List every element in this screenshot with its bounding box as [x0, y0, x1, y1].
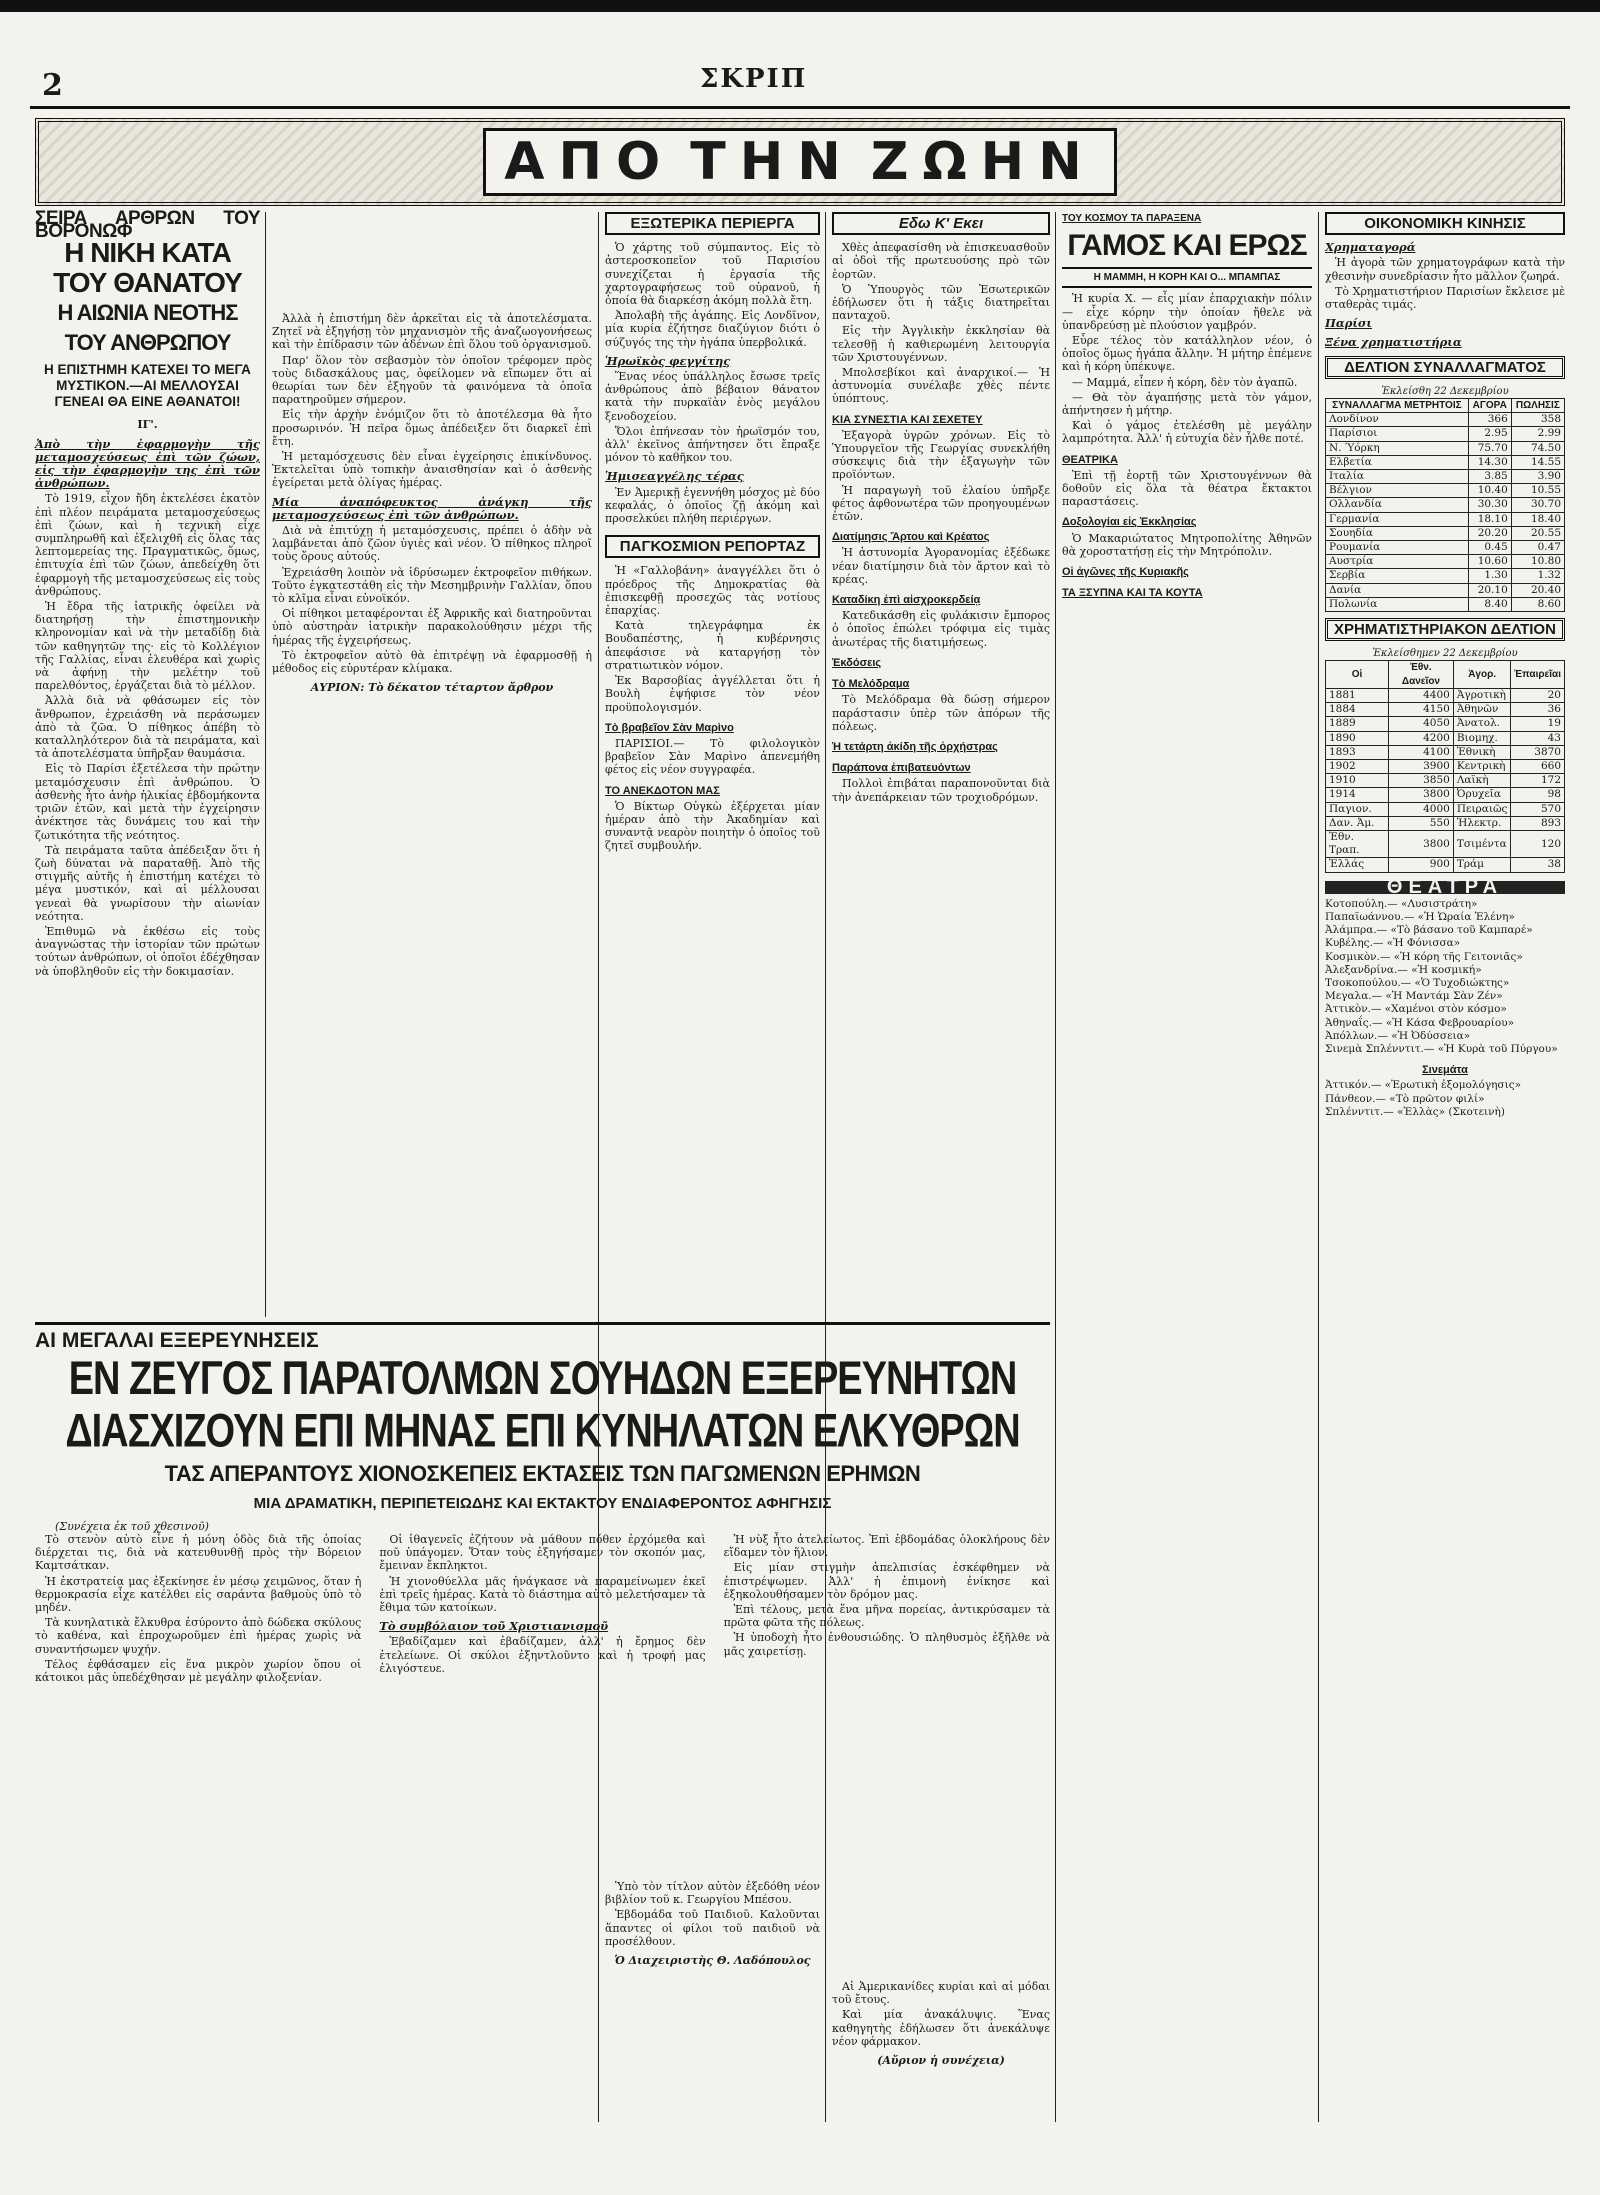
- theatre-entry: Ἀπόλλων.— «Ἡ Ὀδύσσεια»: [1325, 1029, 1471, 1042]
- cinemas-header: Σινεμάτα: [1422, 1064, 1468, 1077]
- cinema-entry: Σπλένντιτ.— «Ἑλλὰς» (Σκοτεινὴ): [1325, 1105, 1505, 1118]
- headline-marriage: ΓΑΜΟΣ ΚΑΙ ΕΡΩΣ: [1067, 229, 1307, 263]
- column-divider: [1318, 212, 1319, 2122]
- article-column: [379, 1533, 705, 1686]
- paragraph: Ἡ παραγωγὴ τοῦ ἐλαίου ὑπῆρξε φέτος ἀφθονωτέρα τῶν προηγουμένων ἐτῶν.: [832, 483, 1050, 524]
- theatre-entry: Κοτοπούλη.— «Λυσιστράτη»: [1325, 897, 1478, 910]
- header-rule: [30, 106, 1570, 109]
- table-cell: 38: [1511, 858, 1565, 872]
- table-cell: Πολωνία: [1326, 597, 1469, 611]
- table-cell: 4400: [1389, 688, 1454, 702]
- paragraph: Ἡ χιονοθύελλα μᾶς ἠνάγκασε νὰ παραμείνωμεν ἐκεῖ ἐπὶ τρεῖς ἡμέρας. Κατὰ τὸ διάστημα αὐτὸ μελετήσαμεν τὰ ἔθιμα τῶν κατοίκων.: [379, 1574, 706, 1615]
- table-cell: Δανία: [1326, 583, 1469, 597]
- table-row: [1326, 688, 1565, 702]
- table-row: [1326, 858, 1565, 872]
- subheading: ΤΑ ΞΣΥΠΝΑ ΚΑΙ ΤΑ ΚΟΥΤΑ: [1062, 587, 1203, 600]
- theatre-entry: Ἀθηναΐς.— «Ἡ Κάσα Φεβρουαρίου»: [1325, 1016, 1515, 1029]
- table-cell: 3900: [1389, 759, 1454, 773]
- subheading: Ξένα χρηματιστήρια: [1325, 335, 1462, 350]
- paragraph: Ἡ κυρία Χ. — εἶς μίαν ἐπαρχιακὴν πόλιν — εἶχε κόρην τὴν ὁποίαν ἤθελε νὰ ὑπανδρεύσῃ μὲ πλούσιον γαμβρόν.: [1062, 292, 1312, 332]
- subheadline-explorers: ΤΑΣ ΑΠΕΡΑΝΤΟΥΣ ΧΙΟΝΟΣΚΕΠΕΙΣ ΕΚΤΑΣΕΙΣ ΤΩΝ ΠΑΓΩΜΕΝΩΝ ΕΡΗΜΩΝ: [164, 1461, 921, 1486]
- table-cell: 43: [1511, 731, 1565, 745]
- subheading: Τὸ συμβόλαιον τοῦ Χριστιανισμοῦ: [379, 1619, 609, 1634]
- subheading: Διατίμησις Ἄρτου καὶ Κρέατος: [832, 531, 990, 544]
- table-cell: 1914: [1326, 788, 1389, 802]
- table-cell: Σερβία: [1326, 569, 1469, 583]
- column-economic: [1325, 212, 1565, 1119]
- table-cell: 8.60: [1511, 597, 1564, 611]
- table-row: [1326, 441, 1565, 455]
- theatre-entry: Παπαϊωάννου.— «Ἡ Ὡραία Ἑλένη»: [1325, 910, 1515, 923]
- table-cell: 358: [1511, 413, 1564, 427]
- article-number: ΙΓ'.: [137, 418, 158, 432]
- table-cell: 550: [1389, 816, 1454, 830]
- paragraph: Πολλοὶ ἐπιβάται παραπονοῦνται διὰ τὴν ἀνεπάρκειαν τῶν τροχιοδρόμων.: [832, 777, 1050, 804]
- subheadline: Η ΕΠΙΣΤΗΜΗ ΚΑΤΕΧΕΙ ΤΟ ΜΕΓΑ ΜΥΣΤΙΚΟΝ.—ΑΙ ΜΕΛΛΟΥΣΑΙ ΓΕΝΕΑΙ ΘΑ ΕΙΝΕ ΑΘΑΝΑΤΟΙ!: [44, 362, 251, 410]
- table-row: [1326, 455, 1565, 469]
- paragraph: — Μαμμά, εἶπεν ἡ κόρη, δὲν τὸν ἀγαπῶ.: [1072, 375, 1298, 389]
- table-row: [1326, 484, 1565, 498]
- table-cell: 0.45: [1468, 541, 1511, 555]
- table-cell: 3800: [1389, 788, 1454, 802]
- paragraph: Ἡ νὺξ ἦτο ἀτελείωτος. Ἐπὶ ἑβδομάδας ὁλοκλήρους δὲν εἴδαμεν τὸν ἥλιον.: [723, 1533, 1050, 1560]
- series-title: ΣΕΙΡΑ ΑΡΘΡΩΝ ΤΟΥ ΒΟΡΟΝΩΦ: [35, 208, 260, 243]
- paragraph: Ὁ Μακαριώτατος Μητροπολίτης Ἀθηνῶν θὰ χοροστατήσῃ εἰς τὴν Μητρόπολιν.: [1062, 531, 1312, 558]
- table-header-row: [1326, 399, 1565, 413]
- paragraph: Ἐπιθυμῶ νὰ ἐκθέσω εἰς τοὺς ἀναγνώστας τὴν ἱστορίαν τῶν πρώτων τούτων ἀνθρώπων, οἱ ὁποῖοι ἐδέχθησαν νὰ ὑποβληθοῦν εἰς τὴν δοκιμασίαν.: [35, 924, 260, 978]
- paragraph: Τὸ στενὸν αὐτὸ εἶνε ἡ μόνη ὁδὸς διὰ τῆς ὁποίας διέρχεται τις, διὰ νὰ κατευθυνθῇ πρὸς τὴν Βόρειον Καμτσάτκαν.: [35, 1533, 362, 1573]
- paragraph: Εἰς τὸ Παρίσι ἐξετέλεσα τὴν πρώτην μεταμόσχευσιν ἐπὶ ἀνθρώπου. Ὁ ἀσθενὴς ἦτο ἀνὴρ ἡλικίας ἑβδομήκοντα τριῶν ἐτῶν, καὶ μετὰ τὴν ἐγχείρησιν ἀνέκτησε τὰς δυνάμεις του καὶ τὴν ζωτικότητα τῆς νεότητος.: [35, 762, 260, 842]
- table-row: [1326, 759, 1565, 773]
- fx-table: [1325, 398, 1565, 612]
- table-cell: Ἀθηνῶν: [1453, 703, 1511, 717]
- column-article-voronoff: [35, 208, 260, 980]
- table-row: [1326, 583, 1565, 597]
- theatre-entry: Ἀλάμπρα.— «Τὸ βάσανο τοῦ Καμπαρέ»: [1325, 924, 1533, 937]
- table-cell: 3.90: [1511, 470, 1564, 484]
- column-header: ΣΥΝΑΛΛΑΓΜΑ ΜΕΤΡΗΤΟΙΣ: [1326, 399, 1469, 413]
- subheading: Τὸ βραβεῖον Σὰν Μαρὶνο: [605, 721, 734, 734]
- table-cell: 14.55: [1511, 455, 1564, 469]
- table-cell: Ελβετία: [1326, 455, 1469, 469]
- table-cell: 19: [1511, 717, 1565, 731]
- section-header-here-there: Εδω Κ' Εκει: [832, 212, 1050, 235]
- table-cell: 20.55: [1511, 526, 1564, 540]
- theatre-entry: Κυβέλης.— «Ἡ Φόνισσα»: [1325, 937, 1461, 950]
- table-cell: 10.60: [1468, 555, 1511, 569]
- theatre-entry: Σινεμὰ Σπλένντιτ.— «Ἡ Κυρὰ τοῦ Πύργου»: [1325, 1042, 1558, 1055]
- table-cell: Ιταλία: [1326, 470, 1469, 484]
- paragraph: Ἀλλὰ διὰ νὰ φθάσωμεν εἰς τὸν ἄνθρωπον, ἐχρειάσθη νὰ περάσωμεν ἀπὸ τὰ ζῶα. Ὁ πίθηκος ἀπέβη τὸ καταλληλότερον διὰ τὰ πειράματα, καὶ τὰ ἀποτελέσματα ὑπῆρξαν θαυμάσια.: [35, 694, 260, 761]
- section-label: ΤΟΥ ΚΟΣΜΟΥ ΤΑ ΠΑΡΑΞΕΝΑ: [1062, 213, 1202, 224]
- column-header: ΑΓΟΡΑ: [1468, 399, 1511, 413]
- table-cell: 3.85: [1468, 470, 1511, 484]
- paragraph: Ἐπὶ τῇ ἑορτῇ τῶν Χριστουγέννων θὰ δοθοῦν εἰς ὅλα τὰ θέατρα ἔκτακτοι παραστάσεις.: [1062, 468, 1312, 509]
- table-cell: Ολλανδία: [1326, 498, 1469, 512]
- table-cell: Ν. Ύόρκη: [1326, 441, 1469, 455]
- table-cell: 1884: [1326, 703, 1389, 717]
- banner-word-3: ΖΩΗΝ: [870, 132, 1096, 192]
- column-article-continued: [272, 312, 592, 700]
- table-cell: 1893: [1326, 745, 1389, 759]
- table-cell: 2.99: [1511, 427, 1564, 441]
- table-row: [1326, 802, 1565, 816]
- paragraph: Εἰς μίαν στιγμὴν ἀπελπισίας ἐσκέφθημεν νὰ ἐπιστρέψωμεν. Ἀλλ' ἡ ἐπιμονὴ ἐνίκησε καὶ ἐξηκολουθήσαμεν τὸν δρόμον μας.: [723, 1561, 1050, 1601]
- subheading: ΤΟ ΑΝΕΚΔΟΤΟΝ ΜΑΣ: [605, 784, 720, 797]
- table-row: [1326, 427, 1565, 441]
- table-cell: 74.50: [1511, 441, 1564, 455]
- article-column: [724, 1533, 1050, 1686]
- subheading: Χρηματαγορά: [1325, 240, 1416, 255]
- table-cell: 4050: [1389, 717, 1454, 731]
- column-lower-right: [832, 1980, 1050, 2073]
- table-cell: Τσιμέντα: [1453, 830, 1511, 857]
- banner-title: [483, 128, 1116, 196]
- table-cell: 10.40: [1468, 484, 1511, 498]
- column-here-and-there: [832, 212, 1050, 806]
- table-cell: 98: [1511, 788, 1565, 802]
- paragraph: Τὸ Μελόδραμα θὰ δώσῃ σήμερον παράστασιν ὑπὲρ τῶν ἀπόρων τῆς πόλεως.: [832, 693, 1050, 733]
- paragraph: Ἐβαδίζαμεν καὶ ἐβαδίζαμεν, ἀλλ' ἡ ἔρημος δὲν ἐτελείωνε. Οἱ σκύλοι ἐξηντλοῦντο καὶ ἡ τροφή μας ἐλιγόστευε.: [379, 1635, 706, 1675]
- table-row: [1326, 498, 1565, 512]
- table-row: [1326, 413, 1565, 427]
- table-cell: 660: [1511, 759, 1565, 773]
- table-cell: 3850: [1389, 774, 1454, 788]
- table-cell: Βιομηχ.: [1453, 731, 1511, 745]
- paragraph: Ἡ ἔδρα τῆς ἰατρικῆς ὀφείλει νὰ διατηρήσῃ τὴν ἐπιστημονικὴν κληρονομίαν καὶ νὰ τὴν μεταδίδῃ διὰ τῶν καθηγητῶν της· εἰς τὸ Κολλέγιον τῆς Γαλλίας, εἶναι ἐλευθέρα καὶ χωρὶς νὰ ἀφήνῃ τὴν μελέτην τοῦ παρελθόντος, ἐργάζεται διὰ τὸ μέλλον.: [35, 600, 260, 693]
- table-cell: 4150: [1389, 703, 1454, 717]
- paragraph: Ἡ ἀστυνομία Ἀγορανομίας ἐξέδωκε νέαν διατίμησιν διὰ τὸν ἄρτον καὶ τὸ κρέας.: [832, 546, 1050, 586]
- cinema-entry: Πάνθεον.— «Τὸ πρῶτον φιλί»: [1325, 1092, 1485, 1105]
- paragraph: Εἰς τὴν ἀρχὴν ἐνόμιζον ὅτι τὸ ἀποτέλεσμα θὰ ἦτο προσωρινόν. Ἡ πεῖρα ὅμως ἀπέδειξεν ὅτι διαρκεῖ ἐπὶ ἔτη.: [272, 408, 592, 448]
- table-cell: Ὀρυχεῖα: [1453, 788, 1511, 802]
- table-cell: Κεντρικὴ: [1453, 759, 1511, 773]
- paragraph: Ἕνας νέος ὑπάλληλος ἔσωσε τρεῖς ἀνθρώπους ἀπὸ βέβαιον θάνατον κατὰ τὴν πυρκαϊὰν ἐνὸς μεγάλου ξενοδοχείου.: [605, 370, 820, 423]
- paragraph: Εἰς τὴν Ἀγγλικὴν ἐκκλησίαν θὰ τελεσθῇ ἡ καθιερωμένη λειτουργία τῶν Χριστουγέννων.: [832, 324, 1050, 364]
- headline-explorers: ΕΝ ΖΕΥΓΟΣ ΠΑΡΑΤΟΛΜΩΝ ΣΟΥΗΔΩΝ ΕΞΕΡΕΥΝΗΤΩΝ ΔΙΑΣΧΙΖΟΥΝ ΕΠΙ ΜΗΝΑΣ ΕΠΙ ΚΥΝΗΛΑΤΩΝ ΕΛΚΥΘΡΩΝ: [65, 1352, 1020, 1458]
- table-cell: 366: [1468, 413, 1511, 427]
- column-world-curiosities: [1062, 212, 1312, 602]
- column-header: Ἀγορ.: [1453, 661, 1511, 688]
- paragraph: Ὅλοι ἐπήνεσαν τὸν ἡρωϊσμόν του, ἀλλ' ἐκεῖνος ἀπήντησεν ὅτι ἔπραξε μόνον τὸ καθῆκον του.: [605, 424, 820, 465]
- table-row: [1326, 541, 1565, 555]
- section-subtitle: Μία ἀναπόφευκτος ἀνάγκη τῆς μεταμοσχεύσεως ἐπὶ τῶν ἀνθρώπων.: [272, 494, 592, 522]
- table-cell: Βέλγιον: [1326, 484, 1469, 498]
- theatre-list: [1325, 898, 1565, 1056]
- table-cell: 20: [1511, 688, 1565, 702]
- table-cell: 570: [1511, 802, 1565, 816]
- column-header: ΠΩΛΗΣΙΣ: [1511, 399, 1564, 413]
- subheading: ΚΙΑ ΣΥΝΕΣΤΙΑ ΚΑΙ ΣΕΧΕΤΕΥ: [832, 413, 983, 426]
- paragraph: Ὁ Ὑπουργὸς τῶν Ἐσωτερικῶν ἐδήλωσεν ὅτι ἡ τάξις διατηρεῖται πανταχοῦ.: [832, 282, 1050, 323]
- table-cell: Δαν. Ἀμ.: [1326, 816, 1389, 830]
- table-cell: Τράμ: [1453, 858, 1511, 872]
- table-row: [1326, 526, 1565, 540]
- section-banner: [35, 118, 1565, 206]
- section-header-foreign: ΕΞΩΤΕΡΙΚΑ ΠΕΡΙΕΡΓΑ: [605, 212, 820, 235]
- paragraph: Ἡ ὑποδοχὴ ἦτο ἐνθουσιώδης. Ὁ πληθυσμὸς ἐξῆλθε νὰ μᾶς χαιρετίσῃ.: [723, 1631, 1050, 1658]
- paragraph: Χθὲς ἀπεφασίσθη νὰ ἐπισκευασθοῦν αἱ ὁδοὶ τῆς πρωτευούσης πρὸ τῶν ἑορτῶν.: [832, 241, 1050, 281]
- paragraph: Ἡ μεταμόσχευσις δὲν εἶναι ἐγχείρησις ἐπικίνδυνος. Ἐκτελεῖται ὑπὸ τοπικὴν ἀναισθησίαν καὶ ὁ ἀσθενὴς ἐγείρεται μετὰ ὀλίγας ἡμέρας.: [272, 450, 592, 490]
- table-cell: 2.95: [1468, 427, 1511, 441]
- cinema-entry: Ἀττικόν.— «Ἐρωτικὴ ἐξομολόγησις»: [1325, 1079, 1522, 1092]
- paragraph: Αἱ Ἀμερικανίδες κυρίαι καὶ αἱ μόδαι τοῦ ἔτους.: [832, 1980, 1050, 2007]
- subheading: Δοξολογίαι εἰς Ἐκκλησίας: [1062, 516, 1197, 529]
- paragraph: Τὸ ἐκτροφεῖον αὐτὸ θὰ ἐπιτρέψῃ νὰ ἐφαρμοσθῇ ἡ μέθοδος εἰς εὐρυτέραν κλίμακα.: [272, 648, 592, 676]
- column-divider: [1055, 212, 1056, 2122]
- table-row: [1326, 717, 1565, 731]
- column-lower-left: [605, 1880, 820, 1973]
- column-divider: [825, 212, 826, 2122]
- subheading: Ἡ τετάρτη ἀκίδη τῆς ὀρχήστρας: [832, 740, 998, 753]
- table-cell: 10.80: [1511, 555, 1564, 569]
- table-cell: 120: [1511, 830, 1565, 857]
- column-header: Οἱ: [1326, 661, 1389, 688]
- paragraph: Καὶ ὁ γάμος ἐτελέσθη μὲ μεγάλην λαμπρότητα. Ἀλλ' ἡ εὐτυχία δὲν ἦλθε ποτέ.: [1062, 419, 1312, 446]
- paragraph: Κατὰ τηλεγράφημα ἐκ Βουδαπέστης, ἡ κυβέρνησις ἀπεφάσισε νὰ καταργήσῃ τὸν στρατιωτικὸν νόμον.: [605, 619, 820, 672]
- column-divider: [598, 212, 599, 2122]
- paragraph: Ἐπὶ τέλους, μετὰ ἕνα μῆνα πορείας, ἀντικρύσαμεν τὰ πρῶτα φῶτα τῆς πόλεως.: [723, 1603, 1050, 1630]
- table-cell: 4200: [1389, 731, 1454, 745]
- table-cell: Παρίσιοι: [1326, 427, 1469, 441]
- subheading: Τὸ Μελόδραμα: [832, 678, 910, 691]
- paragraph: ΠΑΡΙΣΙΟΙ.— Τὸ φιλολογικὸν βραβεῖον Σὰν Μαρὶνο ἀπενεμήθη φέτος εἰς νέον συγγραφέα.: [605, 736, 820, 777]
- table-cell: 1881: [1326, 688, 1389, 702]
- table-cell: 3800: [1389, 830, 1454, 857]
- table-row: [1326, 555, 1565, 569]
- subheading: Ἐκδόσεις: [832, 656, 882, 669]
- table-cell: 30.30: [1468, 498, 1511, 512]
- table-cell: 36: [1511, 703, 1565, 717]
- deck: ΜΙΑ ΔΡΑΜΑΤΙΚΗ, ΠΕΡΙΠΕΤΕΙΩΔΗΣ ΚΑΙ ΕΚΤΑΚΤΟΥ ΕΝΔΙΑΦΕΡΟΝΤΟΣ ΑΦΗΓΗΣΙΣ: [253, 1495, 832, 1512]
- banner-word-2: ΤΗΝ: [690, 132, 855, 192]
- article-columns: [35, 1533, 1050, 1686]
- table-row: [1326, 512, 1565, 526]
- page-number: 2: [42, 68, 63, 103]
- table-cell: 18.40: [1511, 512, 1564, 526]
- table-cell: 1902: [1326, 759, 1389, 773]
- masthead: ΣΚΡΙΠ: [700, 64, 808, 94]
- headline: Η ΝΙΚΗ ΚΑΤΑ ΤΟΥ ΘΑΝΑΤΟΥ: [53, 237, 242, 299]
- paragraph: Ὑπὸ τὸν τίτλον αὐτὸν ἐξεδόθη νέον βιβλίον τοῦ κ. Γεωργίου Μπέσου.: [605, 1880, 820, 1907]
- stock-date: Ἐκλείσθημεν 22 Δεκεμβρίου: [1372, 648, 1518, 660]
- table-row: [1326, 597, 1565, 611]
- continued-note: (Αὔριον ἡ συνέχεια): [877, 2054, 1005, 2068]
- paragraph: Μπολσεβίκοι καὶ ἀναρχικοί.— Ἡ ἀστυνομία συνέλαβε χθὲς πέντε ὑπόπτους.: [832, 366, 1050, 406]
- theatre-entry: Κοσμικὸν.— «Ἡ κόρη τῆς Γειτονιᾶς»: [1325, 950, 1523, 963]
- section-header-economic: ΟΙΚΟΝΟΜΙΚΗ ΚΙΝΗΣΙΣ: [1325, 212, 1565, 235]
- theatre-entry: Τσοκοπούλου.— «Ὁ Τυχοδιώκτης»: [1325, 976, 1510, 989]
- table-cell: Πειραιῶς: [1453, 802, 1511, 816]
- paragraph: Ἀπολαβὴ τῆς ἀγάπης. Εἰς Λονδῖνον, μία κυρία ἐζήτησε διαζύγιον διότι ὁ σύζυγός της τὴν ἠγάπα ὑπερβολικά.: [605, 309, 820, 349]
- theatre-entry: Μεγαλα.— «Ἡ Μαντάμ Σὰν Ζέν»: [1325, 990, 1503, 1003]
- table-cell: 1910: [1326, 774, 1389, 788]
- table-cell: Λονδίνον: [1326, 413, 1469, 427]
- table-cell: 900: [1389, 858, 1454, 872]
- table-cell: Ἐθνικὴ: [1453, 745, 1511, 759]
- table-cell: Γερμανία: [1326, 512, 1469, 526]
- paragraph: Ἐξαγορὰ ὑγρῶν χρόνων. Εἰς τὸ Ὑπουργεῖον τῆς Γεωργίας συνεκλήθη σύσκεψις διὰ τὴν ἐξαγωγὴν τῶν προϊόντων.: [832, 428, 1050, 482]
- table-cell: Ἀγροτικὴ: [1453, 688, 1511, 702]
- stock-table: [1325, 660, 1565, 872]
- table-cell: Ρουμανία: [1326, 541, 1469, 555]
- table-cell: 1.30: [1468, 569, 1511, 583]
- paragraph: Ἑβδομάδα τοῦ Παιδιοῦ. Καλοῦνται ἅπαντες οἱ φίλοι τοῦ παιδιοῦ νὰ προσέλθουν.: [605, 1908, 820, 1948]
- table-cell: 1889: [1326, 717, 1389, 731]
- table-cell: Ἐθν. Τραπ.: [1326, 830, 1389, 857]
- table-row: [1326, 774, 1565, 788]
- theatre-entry: Ἀλεξανδρίνα.— «Ἡ κοσμική»: [1325, 963, 1482, 976]
- article-subtitle: Ἀπὸ τὴν ἐφαρμογὴν τῆς μεταμοσχεύσεως ἐπὶ τῶν ζώων, εἰς τὴν ἐφαρμογὴν της ἐπὶ τῶν ἀνθρώπων.: [35, 436, 260, 491]
- article-column: [35, 1533, 361, 1686]
- paragraph: Τὰ πειράματα ταῦτα ἀπέδειξαν ὅτι ἡ ζωὴ δύναται νὰ παραταθῇ. Ἀπὸ τῆς στιγμῆς αὐτῆς ἡ ἐπιστήμη κατέχει τὸ μέγα μυστικόν, καὶ αἱ μέλλουσαι γενεαὶ θὰ γνωρίσουν τὴν αἰωνίαν νεότητα.: [35, 843, 260, 923]
- table-cell: 0.47: [1511, 541, 1564, 555]
- table-cell: 1890: [1326, 731, 1389, 745]
- subheading: ΘΕΑΤΡΙΚΑ: [1062, 453, 1118, 466]
- paragraph: Ἡ ἀγορὰ τῶν χρηματογράφων κατὰ τὴν χθεσινὴν συνεδρίασιν ἦτο μᾶλλον ζωηρά.: [1325, 256, 1565, 283]
- banner-word-1: ΑΠΟ: [504, 132, 675, 192]
- table-cell: 20.20: [1468, 526, 1511, 540]
- table-cell: 893: [1511, 816, 1565, 830]
- subheadline: Η ΜΑΜΜΗ, Η ΚΟΡΗ ΚΑΙ Ο... ΜΠΑΜΠΑΣ: [1062, 267, 1312, 288]
- table-cell: 20.40: [1511, 583, 1564, 597]
- subheading: Οἱ ἀγῶνες τῆς Κυριακῆς: [1062, 566, 1189, 579]
- paragraph: Τέλος ἐφθάσαμεν εἰς ἕνα μικρὸν χωρίον ὅπου οἱ κάτοικοι μᾶς ὑπεδέχθησαν μὲ μεγάλην φιλοξενίαν.: [35, 1657, 362, 1685]
- table-cell: 18.10: [1468, 512, 1511, 526]
- continuation-note: (Συνέχεια ἐκ τοῦ χθεσινοῦ): [55, 1520, 209, 1533]
- signature: Ὁ Διαχειριστὴς Θ. Λαδόπουλος: [614, 1954, 811, 1968]
- table-cell: 4000: [1389, 802, 1454, 816]
- fx-date: Ἐκλείσθη 22 Δεκεμβρίου: [1381, 385, 1509, 397]
- table-cell: 172: [1511, 774, 1565, 788]
- column-header: Ἐπαιρεῖαι: [1511, 661, 1565, 688]
- table-cell: 10.55: [1511, 484, 1564, 498]
- table-cell: Σουηδία: [1326, 526, 1469, 540]
- table-cell: 14.30: [1468, 455, 1511, 469]
- table-cell: Ἀνατολ.: [1453, 717, 1511, 731]
- subheading: Ἡρωϊκὸς φεγγίτης: [605, 353, 731, 368]
- table-cell: 30.70: [1511, 498, 1564, 512]
- paragraph: Ἀλλὰ ἡ ἐπιστήμη δὲν ἀρκεῖται εἰς τὰ ἀποτελέσματα. Ζητεῖ νὰ ἐξηγήσῃ τὸν μηχανισμὸν τῆς ἀναζωογονήσεως καὶ τὴν ἐπίδρασιν τῶν ἀδένων ἐπὶ ὅλου τοῦ ὀργανισμοῦ.: [272, 312, 592, 352]
- kicker: ΑΙ ΜΕΓΑΛΑΙ ΕΞΕΡΕΥΝΗΣΕΙΣ: [35, 1329, 319, 1352]
- table-cell: 4100: [1389, 745, 1454, 759]
- paragraph: Τὸ 1919, εἶχον ἤδη ἐκτελέσει ἑκατὸν ἐπὶ πλέον πειράματα μεταμοσχεύσεως ἐπὶ ζώων, καὶ ἡ τεχνικὴ εἶχε συμπληρωθῆ καὶ ἐξελιχθῆ εἰς ὅλας τὰς λεπτομερείας της. Πραγματικῶς, ὅμως, ἐπιτυχία ἐπὶ τῶν ζώων, ἀπεδείχθη ὅτι ἐφαρμογὴ τῆς μεταμοσχεύσεως εἰς τοὺς ἀνθρώπους.: [35, 492, 260, 598]
- paragraph: Ἡ «Γαλλοβάνη» ἀναγγέλλει ὅτι ὁ πρόεδρος τῆς Δημοκρατίας θὰ ἐπισκεφθῇ προσεχῶς τὰς νοτίους ἐπαρχίας.: [605, 564, 820, 618]
- paragraph: Τὰ κυνηλατικὰ ἔλκυθρα ἐσύροντο ἀπὸ δώδεκα σκύλους τὸ καθένα, καὶ ἐπροχωροῦμεν ἐπὶ ἡμέρας χωρὶς νὰ συναντήσωμεν ψυχήν.: [35, 1616, 362, 1656]
- table-row: [1326, 569, 1565, 583]
- table-row: [1326, 703, 1565, 717]
- top-border: [0, 0, 1600, 12]
- table-cell: Ἠλεκτρ.: [1453, 816, 1511, 830]
- headline-2: Η ΑΙΩΝΙΑ ΝΕΟΤΗΣ ΤΟΥ ΑΝΘΡΩΠΟΥ: [57, 300, 238, 356]
- paragraph: Οἱ ἰθαγενεῖς ἐζήτουν νὰ μάθουν πόθεν ἐρχόμεθα καὶ ποῦ ὑπάγομεν. Ὅταν τοὺς ἐξηγήσαμεν τὸν σκοπόν μας, ἔμειναν ἔκπληκτοι.: [379, 1533, 706, 1573]
- paragraph: Εὗρε τέλος τὸν κατάλληλον νέον, ὁ ὁποῖος ὅμως ἠγάπα ἄλλην. Ἡ μήτηρ ἐπέμενε καὶ ἡ κόρη ὑπέκυψε.: [1062, 334, 1312, 374]
- theatre-entry: Ἀττικὸν.— «Χαμένοι στὸν κόσμο»: [1325, 1003, 1507, 1016]
- paragraph: Παρ' ὅλον τὸν σεβασμὸν τὸν ὁποῖον τρέφομεν πρὸς τοὺς διδασκάλους μας, ὀφείλομεν νὰ εἴπωμεν ὅτι αἱ θεωρίαι των δὲν ἐξηγοῦν τὰ φαινόμενα τὰ ὁποῖα παρατηροῦμεν σήμερον.: [272, 353, 592, 407]
- paragraph: Ἐκ Βαρσοβίας ἀγγέλλεται ὅτι ἡ Βουλὴ ἐψήφισε τὸν νέον προϋπολογισμόν.: [605, 674, 820, 714]
- tomorrow-note: ΑΥΡΙΟΝ: Τὸ δέκατον τέταρτον ἄρθρον: [310, 681, 554, 695]
- theatres-header: ΘΕΑΤΡΑ: [1325, 881, 1565, 894]
- table-row: [1326, 731, 1565, 745]
- table-cell: 1.32: [1511, 569, 1564, 583]
- subheading: Παράπονα ἐπιβατευόντων: [832, 762, 971, 775]
- table-header-row: [1326, 661, 1565, 688]
- cinema-list: [1325, 1079, 1565, 1119]
- column-header: Ἐθν. Δανεῖον: [1389, 661, 1454, 688]
- paragraph: — Θὰ τὸν ἀγαπήσῃς μετὰ τὸν γάμον, ἀπήντησεν ἡ μήτηρ.: [1062, 390, 1312, 418]
- table-cell: 20.10: [1468, 583, 1511, 597]
- paragraph: Ἐν Ἀμερικῇ ἐγεννήθη μόσχος μὲ δύο κεφαλάς, ὁ ὁποῖος ζῇ ἀκόμη καὶ προσελκύει πλήθη περιέργων.: [605, 485, 820, 526]
- table-cell: Λαϊκὴ: [1453, 774, 1511, 788]
- column-foreign-curiosities: [605, 212, 820, 855]
- table-cell: 75.70: [1468, 441, 1511, 455]
- paragraph: Ὁ Βίκτωρ Οὐγκὼ ἐξέρχεται μίαν ἡμέραν ἀπὸ τὴν Ἀκαδημίαν καὶ συναντᾷ νεαρὸν ποιητὴν ὁ ὁποῖος τοῦ ζητεῖ συμβουλήν.: [605, 799, 820, 853]
- article-explorers: [35, 1322, 1050, 1686]
- table-row: [1326, 816, 1565, 830]
- paragraph: Ἐχρειάσθη λοιπὸν νὰ ἱδρύσωμεν ἐκτροφεῖον πιθήκων. Τοῦτο ἐγκατεστάθη εἰς τὴν Μεσημβρινὴν Γαλλίαν, ὅπου τὸ κλῖμα εἶναι εὐνοϊκόν.: [272, 565, 592, 606]
- fx-table-title: ΔΕΛΤΙΟΝ ΣΥΝΑΛΛΑΓΜΑΤΟΣ: [1325, 356, 1565, 379]
- table-row: [1326, 830, 1565, 857]
- paragraph: Οἱ πίθηκοι μεταφέρονται ἐξ Ἀφρικῆς καὶ διατηροῦνται ὑπὸ αὐστηρὰν ἰατρικὴν παρακολούθησιν μέχρι τῆς ἡμέρας τῆς ἐγχειρήσεως.: [272, 607, 592, 647]
- column-divider: [265, 212, 266, 1317]
- section-header-world-report: ΠΑΓΚΟΣΜΙΟΝ ΡΕΠΟΡΤΑΖ: [605, 535, 820, 558]
- table-cell: Ἑλλάς: [1326, 858, 1389, 872]
- table-row: [1326, 745, 1565, 759]
- table-cell: 8.40: [1468, 597, 1511, 611]
- paragraph: Ἡ ἐκστρατεία μας ἐξεκίνησε ἐν μέσῳ χειμῶνος, ὅταν ἡ θερμοκρασία εἶχε κατέλθει εἰς σαράντα βαθμοὺς ὑπὸ τὸ μηδέν.: [35, 1574, 362, 1615]
- stock-table-title: ΧΡΗΜΑΤΙΣΤΗΡΙΑΚΟΝ ΔΕΛΤΙΟΝ: [1325, 618, 1565, 641]
- subheading: Παρίσι: [1325, 316, 1372, 331]
- paragraph: Διὰ νὰ ἐπιτύχῃ ἡ μεταμόσχευσις, πρέπει ὁ ἀδὴν νὰ λαμβάνεται ἀπὸ ζῶον ὑγιὲς καὶ νέον. Ὁ πίθηκος πληροῖ τοὺς ὅρους αὐτούς.: [272, 524, 592, 564]
- subheading: Καταδίκη ἐπὶ αἰσχροκερδείᾳ: [832, 594, 981, 607]
- paragraph: Κατεδικάσθη εἰς φυλάκισιν ἔμπορος ὁ ὁποῖος ἐπώλει τρόφιμα εἰς τιμὰς ἀνωτέρας τῆς διατιμήσεως.: [832, 609, 1050, 649]
- table-cell: 3870: [1511, 745, 1565, 759]
- paragraph: Τὸ Χρηματιστήριον Παρισίων ἔκλεισε μὲ σταθερὰς τιμάς.: [1325, 284, 1565, 312]
- subheading: Ἡμισεαγγέλης τέρας: [605, 469, 744, 484]
- table-cell: Παγιον.: [1326, 802, 1389, 816]
- table-row: [1326, 788, 1565, 802]
- paragraph: Ὁ χάρτης τοῦ σύμπαντος. Εἰς τὸ ἀστεροσκοπεῖον τοῦ Παρισίου συνεχίζεται ἡ ἐργασία τῆς χαρτογραφήσεως τοῦ οὐρανοῦ, ἡ ὁποία θὰ διαρκέσῃ ἀκόμη πολλὰ ἔτη.: [605, 241, 820, 308]
- paragraph: Καὶ μία ἀνακάλυψις. Ἕνας καθηγητὴς ἐδήλωσεν ὅτι ἀνεκάλυψε νέον φάρμακον.: [832, 2008, 1050, 2048]
- table-row: [1326, 470, 1565, 484]
- table-cell: Αυστρία: [1326, 555, 1469, 569]
